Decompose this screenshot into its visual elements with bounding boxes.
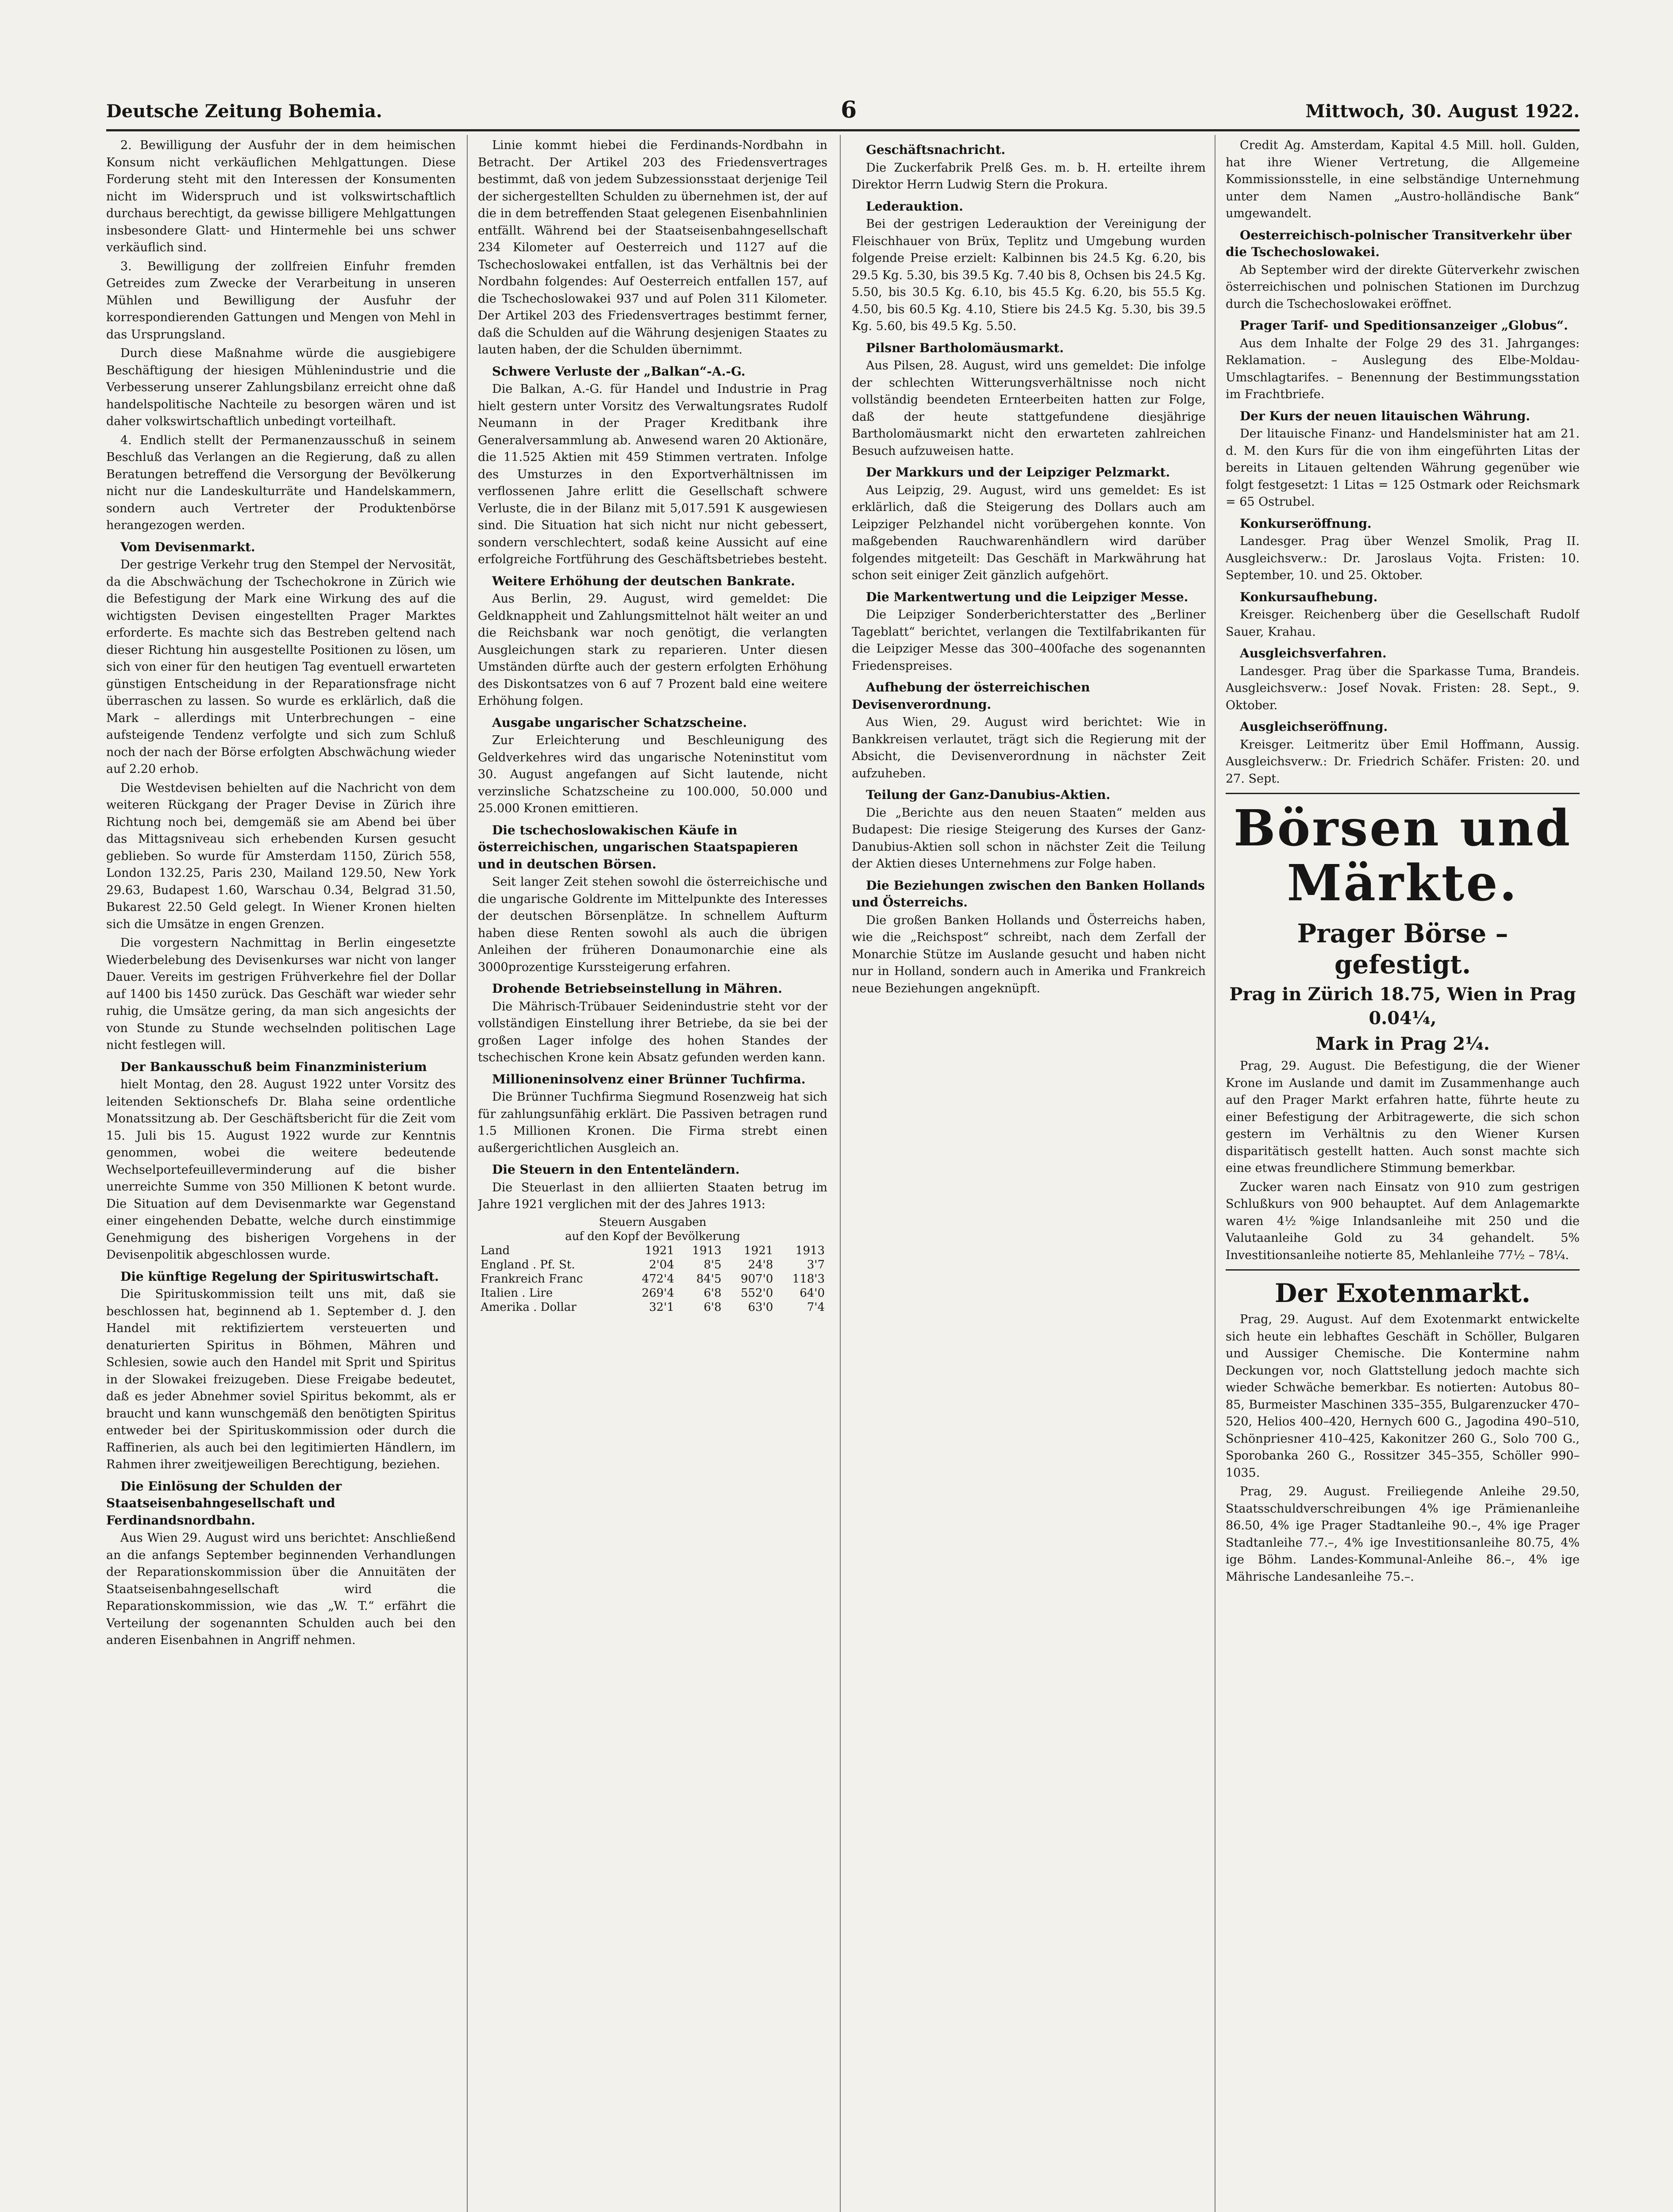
table-cell: 7'4: [807, 1300, 825, 1314]
article-heading: Oesterreichisch-polnischer Transitverkehr über die Tschechoslowakei.: [1226, 227, 1572, 259]
table-cell: 118'3: [792, 1272, 825, 1286]
paragraph: Bei der gestrigen Lederauktion der Vereinigung der Fleischhauer von Brüx, Teplitz und Umgebung wurden folgende Preise erzielt: Kalbinnen bis 24.5 Kg. 6.20, bis 29.5 Kg. 5.30, bis 39.5 Kg. 7.40 bis 8, Ochsen bis 24.5 Kg. 5.50, bis 30.5 Kg. 6.10, bis 45.5 Kg. 6.20, bis 55.5 Kg. 4.50, bis 60.5 Kg. 4.10, Stiere bis 24.5 Kg. 5.30, bis 39.5 Kg. 5.60, bis 49.5 Kg. 5.50.: [852, 217, 1206, 333]
paragraph: Die „Berichte aus den neuen Staaten“ melden aus Budapest: Die riesige Steigerung des Kurses der Ganz-Danubius-Aktien soll schon in nächster Zeit die Teilung der Aktien dieses Unternehmens zur Folge haben.: [852, 806, 1206, 871]
paragraph: Die Steuerlast in den alliierten Staaten betrug im Jahre 1921 verglichen mit der des Jahres 1913:: [478, 1180, 827, 1211]
paragraph: Die vorgestern Nachmittag in Berlin eingesetzte Wiederbelebung des Devisenkurses war nicht von langer Dauer. Vereits im gestrigen Frühverkehre fiel der Dollar auf 1400 bis 1450 zurück. Das Geschäft war wieder sehr ruhig, die Umsätze gering, da man sich angesichts der von Stunde zu Stunde wechselnden politischen Lage nicht festlegen will.: [106, 936, 456, 1052]
column-header: 1913: [692, 1244, 722, 1257]
article-heading: Weitere Erhöhung der deutschen Bankrate.: [492, 573, 795, 588]
paragraph: Landesger. Prag über die Sparkasse Tuma, Brandeis. Ausgleichsverw.: Josef Novak. Fristen: 28. Sept., 9. Oktober.: [1226, 664, 1580, 712]
paragraph: Prag, 29. August. Freiliegende Anleihe 29.50, Staatsschuldverschreibungen 4% ige Prämienanleihe 86.50, 4% ige Prager Stadtanleihe 90.–, 4% ige Prager Stadtanleihe 77.–, 4% ige Investitionsanleihe 80.75, 4% ige Böhm. Landes-Kommunal-Anleihe 86.–, 4% ige Mährische Landesanleihe 75.–.: [1226, 1485, 1580, 1584]
paragraph: Aus Wien 29. August wird uns berichtet: Anschließend an die anfangs September beginnenden Verhandlungen der Reparationskommission über die Annuitäten der Staatseisenbahngesellschaft wird die Reparationskommission, wie das „W. T.“ erfährt die Verteilung der sogenannten Schulden auch bei den anderen Eisenbahnen in Angriff nehmen.: [106, 1531, 456, 1647]
table-cell: 8'5: [704, 1258, 722, 1271]
column-4: [1226, 137, 1580, 2212]
paragraph: Die Brünner Tuchfirma Siegmund Rosenzweig hat sich für zahlungsunfähig erklärt. Die Passiven betragen rund 1.5 Millionen Kronen. Die Firma strebt einen außergerichtlichen Ausgleich an.: [478, 1090, 827, 1155]
masthead-name: Deutsche Zeitung Bohemia.: [106, 101, 382, 122]
paragraph: Credit Ag. Amsterdam, Kapital 4.5 Mill. holl. Gulden, hat ihre Wiener Vertretung, die Allgemeine Kommissionsstelle, in eine selbständige Unternehmung unter dem Namen „Austro-holländische Bank“ umgewandelt.: [1226, 138, 1580, 220]
table-cell: 6'8: [704, 1286, 722, 1300]
table-cell: 3'7: [807, 1258, 825, 1271]
section-title: Der Exotenmarkt.: [1275, 1278, 1531, 1308]
paragraph: hielt Montag, den 28. August 1922 unter Vorsitz des leitenden Sektionschefs Dr. Blaha seine ordentliche Monatssitzung ab. Der Geschäftsbericht für die Zeit vom 15. Juli bis 15. August 1922 wurde zur Kenntnis genommen, wobei die weitere bedeutende Wechselportefeuilleverminderung auf die bisher unerreichte Summe von 350 Millionen K betont wurde. Die Situation auf dem Devisenmarkte war Gegenstand einer eingehenden Debatte, welche durch einstimmige Genehmigung des bisherigen Vorgehens in der Devisenpolitik abgeschlossen wurde.: [106, 1078, 456, 1262]
article-heading: Ausgabe ungarischer Schatzscheine.: [492, 715, 747, 730]
article-heading: Aufhebung der österreichischen Devisenverordnung.: [852, 680, 1090, 712]
paragraph: Aus dem Inhalte der Folge 29 des 31. Jahrganges: Reklamation. – Auslegung des Elbe-Moldau-Umschlagtarifes. – Benennung der Bestimmungsstation im Frachtbriefe.: [1226, 336, 1580, 401]
column-separator: [840, 135, 841, 2212]
exchange-summary: Prag in Zürich 18.75, Wien in Prag 0.04¼,: [1229, 984, 1576, 1029]
article-heading: Die Einlösung der Schulden der Staatseisenbahngesellschaft und Ferdinandsnordbahn.: [106, 1479, 342, 1528]
article-heading: Der Markkurs und der Leipziger Pelzmarkt.: [866, 465, 1170, 480]
article-heading: Pilsner Bartholomäusmarkt.: [866, 340, 1064, 355]
article-heading: Drohende Betriebseinstellung in Mähren.: [492, 981, 782, 996]
paragraph: Die Leipziger Sonderberichterstatter des „Berliner Tageblatt“ berichtet, verlangen die Textilfabrikanten für die Leipziger Messe das 300–400fache des sogenannten Friedenspreises.: [852, 608, 1206, 673]
table-cell: 907'0: [740, 1272, 773, 1286]
article-heading: Konkursaufhebung.: [1240, 589, 1378, 604]
article-heading: Teilung der Ganz-Danubius-Aktien.: [866, 787, 1111, 802]
table-row: [478, 1258, 827, 1272]
column-header: 1921: [645, 1244, 674, 1257]
paragraph: Aus Leipzig, 29. August, wird uns gemeldet: Es ist erklärlich, daß die Steigerung des Dollars auch am Leipziger Pelzhandel nicht vorübergehen konnte. Von maßgebenden Rauchwarenhändlern wird darüber folgendes mitgeteilt: Das Geschäft in Markwährung hat schon seit einiger Zeit gänzlich aufgehört.: [852, 483, 1206, 582]
article-heading: Der Bankausschuß beim Finanzministerium: [120, 1059, 427, 1074]
paragraph: Die Balkan, A.-G. für Handel und Industrie in Prag hielt gestern unter Vorsitz des Verwaltungsrates Rudolf Neumann in der Prager Kreditbank ihre Generalversammlung ab. Anwesend waren 20 Aktionäre, die 11.525 Aktien mit 459 Stimmen vertraten. Infolge des Umsturzes in den Exportverhältnissen im verflossenen Jahre erlitt die Gesellschaft schwere Verluste, die in der Bilanz mit 5,017.591 K ausgewiesen sind. Die Situation hat sich nicht nur nicht gebessert, sondern verschlechtert, sodaß keine Aussicht auf eine erfolgreiche Fortführung des Geschäftsbetriebes besteht.: [478, 382, 827, 566]
table-cell: Amerika . Dollar: [481, 1300, 577, 1314]
table-cell: Frankreich Franc: [481, 1272, 583, 1286]
article-heading: Schwere Verluste der „Balkan“-A.-G.: [492, 364, 746, 379]
paragraph: Die Spirituskommission teilt uns mit, daß sie beschlossen hat, beginnend ab 1. September d. J. den Handel mit rektifiziertem versteuerten und denaturierten Spiritus in Böhmen, Mähren und Schlesien, sowie auch den Handel mit Sprit und Spiritus in der Slowakei freizugeben. Diese Freigabe bedeutet, daß es jeder Abnehmer soviel Spiritus bekommt, als er braucht und kann wunschgemäß den benötigten Spiritus entweder bei der Spirituskommission oder durch die Raffinerien, als auch bei den legitimierten Händlern, im Rahmen ihrer zweitjeweiligen Berechtigung, beziehen.: [106, 1287, 456, 1471]
page-number: 6: [841, 96, 857, 123]
table-row: [478, 1272, 827, 1286]
exchange-summary: Mark in Prag 2¼.: [1315, 1033, 1490, 1054]
paragraph: 2. Bewilligung der Ausfuhr der in dem heimischen Konsum nicht verkäuflichen Mehlgattungen. Diese Forderung steht mit den Interessen der Konsumenten nicht im Widerspruch und ist volkswirtschaftlich durchaus berechtigt, da gewisse billigere Mehlgattungen insbesondere Glatt- und Hintermehle bei uns schwer verkäuflich sind.: [106, 138, 456, 254]
article-heading: Prager Tarif- und Speditionsanzeiger „Globus“.: [1240, 318, 1568, 333]
article-heading: Konkurseröffnung.: [1240, 516, 1372, 531]
paragraph: Aus Pilsen, 28. August, wird uns gemeldet: Die infolge der schlechten Witterungsverhältnisse noch nicht vollständig beendeten Ernteerbeiten hatten zur Folge, daß der heute stattgefundene diesjährige Bartholomäusmarkt nicht den erwarteten zahlreichen Besuch aufzuweisen hatte.: [852, 359, 1206, 458]
table-cell: 32'1: [649, 1300, 674, 1314]
issue-date: Mittwoch, 30. August 1922.: [1305, 101, 1580, 122]
table-subtitle: auf den Kopf der Bevölkerung: [565, 1229, 740, 1243]
table-cell: 64'0: [800, 1286, 825, 1300]
header-rule: [106, 129, 1580, 131]
table-row: [478, 1300, 827, 1314]
article-heading: Die künftige Regelung der Spirituswirtschaft.: [120, 1269, 439, 1284]
article-heading: Die Steuern in den Ententeländern.: [492, 1162, 740, 1177]
column-2: [478, 137, 827, 2212]
paragraph: Die großen Banken Hollands und Österreichs haben, wie die „Reichspost“ schreibt, nach dem Zerfall der Monarchie Stütze im Auslande gesucht und haben nicht nur in Holland, sondern auch in Amerika und Frankreich neue Beziehungen angeknüpft.: [852, 913, 1206, 995]
paragraph: Kreisger. Reichenberg über die Gesellschaft Rudolf Sauer, Krahau.: [1226, 608, 1580, 639]
table-cell: 269'4: [642, 1286, 674, 1300]
paragraph: 3. Bewilligung der zollfreien Einfuhr fremden Getreides zum Zwecke der Verarbeitung in unseren Mühlen und Bewilligung der Ausfuhr der korrespondierenden Gattungen und Mengen von Mehl in das Ursprungsland.: [106, 259, 456, 342]
column-3: [852, 137, 1206, 2212]
paragraph: Aus Wien, 29. August wird berichtet: Wie in Bankkreisen verlautet, trägt sich die Regierung mit der Absicht, die Devisenverordnung in nächster Zeit aufzuheben.: [852, 715, 1206, 780]
column-header: Land: [481, 1244, 510, 1257]
article-heading: Lederauktion.: [866, 199, 963, 214]
paragraph: Der gestrige Verkehr trug den Stempel der Nervosität, da die Abschwächung der Tschechokrone in Zürich wie die Befestigung der Mark eine Wirkung des auf die wichtigsten Devisen eingestellten Prager Marktes erforderte. Es machte sich das Bestreben geltend nach dieser Richtung hin ausgestellte Positionen zu lösen, um sich von einer für den heutigen Tag eventuell erwarteten günstigen Entscheidung in der Reparationsfrage nicht überraschen zu lassen. So wurde es erklärlich, daß die Mark – allerdings mit Unterbrechungen – eine aufsteigende Tendenz verfolgte und sich zum Schluß noch der nach der Börse erfolgten Abschwächung wieder auf 2.20 erhob.: [106, 558, 456, 776]
table-cell: 84'5: [696, 1272, 722, 1286]
column-header: 1913: [795, 1244, 825, 1257]
column-separator: [467, 135, 468, 2212]
article-heading: Ausgleichsverfahren.: [1240, 646, 1387, 661]
article-heading: Der Kurs der neuen litauischen Währung.: [1240, 408, 1531, 423]
article-heading: Die tschechoslowakischen Käufe in österreichischen, ungarischen Staatspapieren und in deutschen Börsen.: [478, 822, 798, 872]
article-heading: Vom Devisenmarkt.: [120, 539, 255, 554]
table-cell: 2'04: [649, 1258, 674, 1271]
paragraph: Durch diese Maßnahme würde die ausgiebigere Beschäftigung der hiesigen Mühlenindustrie und die Verbesserung unserer Zahlungsbilanz erreicht ohne daß handelspolitische Nachteile zu besorgen wären und ist daher volkswirtschaftlich unbedingt vorteilhaft.: [106, 346, 456, 428]
table-cell: Italien . Lire: [481, 1286, 553, 1300]
paragraph: Kreisger. Leitmeritz über Emil Hoffmann, Aussig. Ausgleichsverw.: Dr. Friedrich Schäfer. Fristen: 20. und 27. Sept.: [1226, 737, 1580, 786]
paragraph: Zucker waren nach Einsatz von 910 zum gestrigen Schlußkurs von 900 behauptet. Auf dem Anlagemarkte waren 4½ %ige Inlandsanleihe mit 250 und die Valutaanleihe Gold zu 34 gehandelt. 5% Investitionsanleihe notierte 85, Mehlanleihe 77½ – 78¼.: [1226, 1180, 1580, 1262]
paragraph: Ab September wird der direkte Güterverkehr zwischen österreichischen und polnischen Stationen im Durchzug durch die Tschechoslowakei eröffnet.: [1226, 263, 1580, 311]
table-row: [478, 1286, 827, 1300]
table-cell: 6'8: [704, 1300, 722, 1314]
article-heading: Ausgleichseröffnung.: [1240, 719, 1388, 734]
article-heading: Geschäftsnachricht.: [866, 142, 1006, 157]
column-1: [106, 137, 456, 2212]
paragraph: Prag, 29. August. Auf dem Exotenmarkt entwickelte sich heute ein lebhaftes Geschäft in Schöller, Bulgaren und Aussiger Chemische. Die Kontermine nahm Deckungen vor, noch Glattstellung jedoch machte sich wieder Schwäche bemerkbar. Es notierten: Autobus 80–85, Burmeister Maschinen 335–355, Bulgarenzucker 470–520, Helios 400–420, Hernych 600 G., Jagodina 490–510, Schönpriesner 410–425, Kakonitzer 260 G., Solo 700 G., Sporobanka 260 G., Rossitzer 345–355, Schöller 990–1035.: [1226, 1313, 1580, 1480]
article-heading: Die Beziehungen zwischen den Banken Hollands und Österreichs.: [852, 878, 1205, 910]
section-title: Börsen und Märkte.: [1233, 799, 1572, 912]
table-header-row: [478, 1244, 827, 1258]
section-subtitle: Prager Börse – gefestigt.: [1297, 918, 1508, 979]
paragraph: Die Zuckerfabrik Prelß Ges. m. b. H. erteilte ihrem Direktor Herrn Ludwig Stern die Prokura.: [852, 161, 1206, 192]
paragraph: 4. Endlich stellt der Permanenzausschuß in seinem Beschluß das Verlangen an die Regierung, daß zu allen Beratungen betreffend die Versorgung der Bevölkerung nicht nur die Landeskulturräte und Handelskammern, sondern auch Vertreter der Produktenbörse herangezogen werden.: [106, 433, 456, 532]
article-heading: Millioneninsolvenz einer Brünner Tuchfirma.: [492, 1071, 806, 1087]
table-title: Steuern Ausgaben: [599, 1215, 707, 1229]
table-cell: 472'4: [642, 1272, 674, 1286]
table-cell: England . Pf. St.: [481, 1258, 575, 1271]
paragraph: Prag, 29. August. Die Befestigung, die der Wiener Krone im Auslande und damit im Zusammenhange auch auf den Prager Markt erfahren hatte, führte heute zu einer Befestigung der Arbitragewerte, die sich schon gestern im Verhältnis zu den Wiener Kursen disparitätisch gestellt hatten. Auch sonst machte sich eine etwas freundlichere Stimmung bemerkbar.: [1226, 1059, 1580, 1175]
paragraph: Zur Erleichterung und Beschleunigung des Geldverkehres wird das ungarische Noteninstitut vom 30. August angefangen auf Sicht lautende, nicht verzinsliche Schatzscheine zu 100.000, 50.000 und 25.000 Kronen emittieren.: [478, 733, 827, 815]
section-rule: [1226, 1269, 1580, 1271]
paragraph: Landesger. Prag über Wenzel Smolik, Prag II. Ausgleichsverw.: Dr. Jaroslaus Vojta. Fristen: 10. September, 10. und 25. Oktober.: [1226, 534, 1580, 582]
column-header: 1921: [744, 1244, 773, 1257]
article-heading: Die Markentwertung und die Leipziger Messe.: [866, 589, 1188, 604]
table-cell: 24'8: [748, 1258, 773, 1271]
paragraph: Seit langer Zeit stehen sowohl die österreichische und die ungarische Goldrente im Mittelpunkte des Interesses der deutschen Börsenplätze. In schnellem Aufturm haben diese Renten sowohl als auch die übrigen Anleihen der früheren Donaumonarchie eine als 3000prozentige Kurssteigerung erfahren.: [478, 875, 827, 974]
table-cell: 552'0: [740, 1286, 773, 1300]
tax-table: [478, 1244, 827, 1314]
paragraph: Aus Berlin, 29. August, wird gemeldet: Die Geldknappheit und Zahlungsmittelnot hält weiter an und die Reichsbank war noch genötigt, die verlangten Ausgleichungen stark zu reparieren. Unter diesen Umständen dürfte auch der gestern erfolgten Erhöhung des Diskontsatzes von 6 auf 7 Prozent bald eine weitere Erhöhung folgen.: [478, 592, 827, 708]
paragraph: Der litauische Finanz- und Handelsminister hat am 21. d. M. den Kurs für die von ihm eingeführten Litas der bereits in Litauen geltenden Währung gegenüber wie folgt festgesetzt: 1 Litas = 125 Ostmark oder Reichsmark = 65 Ostrubel.: [1226, 427, 1580, 509]
paragraph: Die Mährisch-Trübauer Seidenindustrie steht vor der vollständigen Einstellung ihrer Betriebe, da sie bei der großen Lager infolge des hohen Standes der tschechischen Krone kein Absatz gefunden werden kann.: [478, 999, 827, 1064]
section-rule: [1226, 793, 1580, 794]
page-header: [106, 96, 1580, 127]
paragraph: Linie kommt hiebei die Ferdinands-Nordbahn in Betracht. Der Artikel 203 des Friedensvertrages bestimmt, daß von jedem Subzessionsstaat derjenige Teil der sichergestellten Schulden zu übernehmen ist, der auf die in dem betreffenden Staat gelegenen Eisenbahnlinien entfällt. Während bei der Staatseisenbahngesellschaft 234 Kilometer auf Oesterreich und 1127 auf die Tschechoslowakei entfallen, ist das Verhältnis bei der Nordbahn folgendes: Auf Oesterreich entfallen 157, auf die Tschechoslowakei 937 und auf Polen 311 Kilometer. Der Artikel 203 des Friedensvertrages bestimmt ferner, daß die Schulden auf die Währung desjenigen Staates zu lauten haben, der die Schulden übernimmt.: [478, 138, 827, 357]
table-cell: 63'0: [748, 1300, 773, 1314]
paragraph: Die Westdevisen behielten auf die Nachricht von dem weiteren Rückgang der Prager Devise in Zürich ihre Richtung noch bei, demgemäß sie am Abend bei über das Mittagsniveau sich erhebenden Kursen gesucht geblieben. So wurde für Amsterdam 1150, Zürich 558, London 132.25, Paris 230, Mailand 129.50, New York 29.63, Budapest 1.60, Warschau 0.34, Belgrad 31.50, Bukarest 22.50 Geld gelegt. In Wiener Kronen hielten sich die Umsätze in engen Grenzen.: [106, 781, 456, 931]
